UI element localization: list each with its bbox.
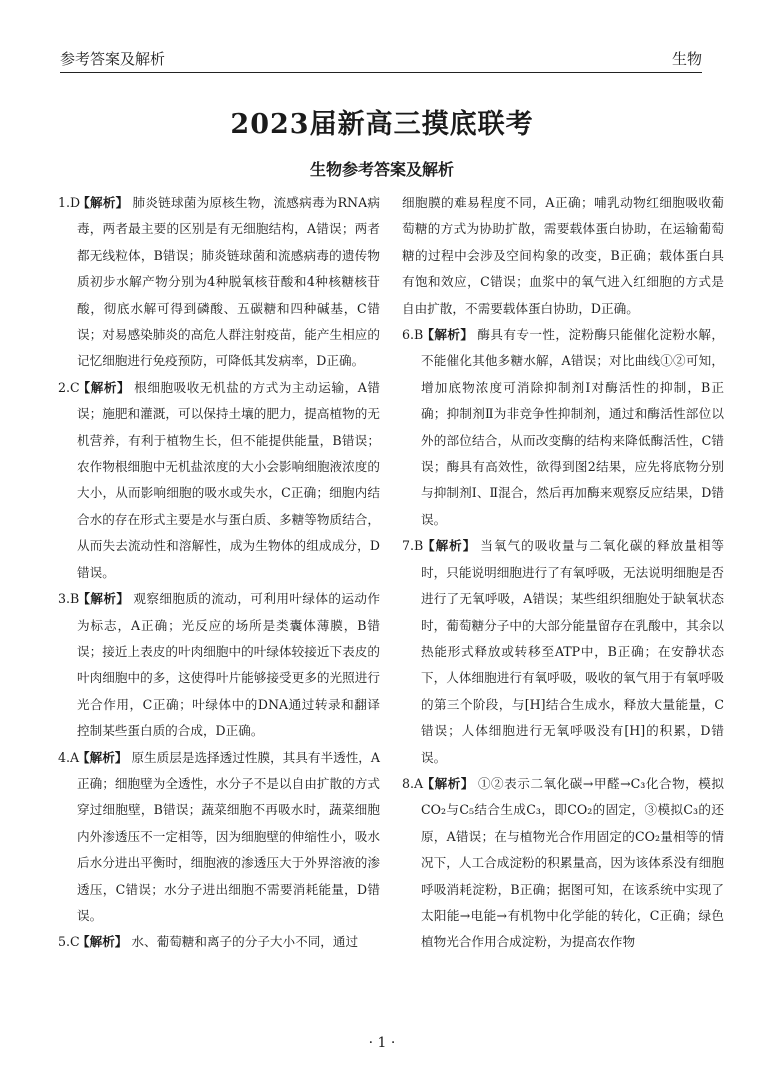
answer-number: 8.A [402,775,424,791]
answer-number: 3.B [58,591,80,607]
analysis-tag: 【解析】 [77,749,128,765]
analysis-tag: 【解析】 [421,327,474,343]
page-number: · 1 · [368,1035,396,1051]
answer-item-1 [58,190,380,375]
page-title: 2023届新高三摸底联考 [230,109,534,140]
answer-5-continuation: 细胞膜的难易程度不同，A正确；哺乳动物红细胞吸收葡萄糖的方式为协助扩散，需要载体蛋白协助，在运输葡萄糖的过程中会涉及空间构象的改变，B正确；载体蛋白具有饱和效应，C错误；血浆中的氧气进入红细胞的方式是自由扩散，不需要载体蛋白协助，D正确。 [402,195,724,316]
answer-text: 水、葡萄糖和离子的分子大小不同，通过 [131,934,359,950]
analysis-tag: 【解析】 [421,538,477,554]
answer-number: 5.C [58,934,80,950]
analysis-tag: 【解析】 [421,775,474,791]
answer-number: 1.D [58,195,81,210]
answer-number: 2.C [58,379,80,395]
header-left-label: 参考答案及解析 [60,50,166,68]
left-column [58,190,380,956]
analysis-tag: 【解析】 [77,934,128,950]
right-column [402,190,724,956]
answer-text: ①②表示二氧化碳→甲醛→C₃化合物，模拟CO₂与C₅结合生成C₃，即CO₂的固定，③模拟C₃的还原，A错误；在与植物光合作用固定的CO₂量相等的情况下，人工合成淀粉的积累量高，因为该体系没有细胞呼吸消耗淀粉，B正确；据图可知，在该系统中实现了太阳能→电能→有机物中化学能的转化，C正确；绿色植物光合作用合成淀粉，为提高农作物 [421,775,724,950]
answer-item-7 [402,533,724,771]
analysis-tag: 【解析】 [77,591,130,607]
answer-text: 根细胞吸收无机盐的方式为主动运输，A错误；施肥和灌溉，可以保持土壤的肥力，提高植物的无机营养，有利于植物生长，但不能提供能量，B错误；农作物根细胞中无机盐浓度的大小会影响细胞液浓度的大小，从而影响细胞的吸水或失水，C正确；细胞内结合水的存在形式主要是水与蛋白质、多糖等物质结合，从而失去流动性和溶解性，成为生物体的组成成分，D错误。 [77,379,380,580]
answer-text: 当氧气的吸收量与二氧化碳的释放量相等时，只能说明细胞进行了有氧呼吸，无法说明细胞是否进行了无氧呼吸，A错误；某些组织细胞处于缺氧状态时，葡萄糖分子中的大部分能量留存在乳酸中，其余以热能形式释放或转移至ATP中，B正确；在安静状态下，人体细胞进行有氧呼吸，吸收的氧气用于有氧呼吸的第三个阶段，与[H]结合生成水，释放大量能量，C错误；人体细胞进行无氧呼吸没有[H]的积累，D错误。 [421,538,725,765]
answer-item-4 [58,745,380,930]
answer-item-5 [58,929,380,955]
answer-item-8 [402,771,724,956]
page-header [60,46,702,73]
answer-number: 4.A [58,749,80,765]
answer-item-3 [58,586,380,744]
page-subtitle: 生物参考答案及解析 [309,160,454,179]
answer-number: 7.B [402,538,424,554]
answer-number: 6.B [402,327,424,343]
answer-item-6 [402,322,724,533]
answer-item-2 [58,375,380,586]
header-subject-label: 生物 [671,50,702,68]
answer-text: 原生质层是选择透过性膜，其具有半透性，A正确；细胞壁为全透性，水分子不是以自由扩散的方式穿过细胞壁，B错误；蔬菜细胞不再吸水时，蔬菜细胞内外渗透压不一定相等，因为细胞壁的伸缩性小，吸水后水分进出平衡时，细胞液的渗透压大于外界溶液的渗透压，C错误；水分子进出细胞不需要消耗能量，D错误。 [77,749,380,923]
answer-text: 酶具有专一性，淀粉酶只能催化淀粉水解，不能催化其他多糖水解，A错误；对比曲线①②可知，增加底物浓度可消除抑制剂Ⅰ对酶活性的抑制，B正确；抑制剂Ⅱ为非竞争性抑制剂，通过和酶活性部位以外的部位结合，从而改变酶的结构来降低酶活性，C错误；酶具有高效性，欲得到图2结果，应先将底物分别与抑制剂Ⅰ、Ⅱ混合，然后再加酶来观察反应结果，D错误。 [421,327,724,527]
analysis-tag: 【解析】 [77,195,129,210]
answer-text: 观察细胞质的流动，可利用叶绿体的运动作为标志，A正确；光反应的场所是类囊体薄膜，B错误；接近上表皮的叶肉细胞中的叶绿体较接近下表皮的叶肉细胞中的多，这使得叶片能够接受更多的光照进行光合作用，C正确；叶绿体中的DNA通过转录和翻译控制某些蛋白质的合成，D正确。 [77,591,380,739]
analysis-tag: 【解析】 [77,379,131,395]
answer-text: 肺炎链球菌为原核生物，流感病毒为RNA病毒，两者最主要的区别是有无细胞结构，A错误；两者都无线粒体，B错误；肺炎链球菌和流感病毒的遗传物质初步水解产物分别为4种脱氧核苷酸和4种核糖核苷酸，彻底水解可得到磷酸、五碳糖和四种碱基，C错误；对易感染肺炎的高危人群注射疫苗，能产生相应的记忆细胞进行免疫预防，可降低其发病率，D正确。 [77,195,380,369]
